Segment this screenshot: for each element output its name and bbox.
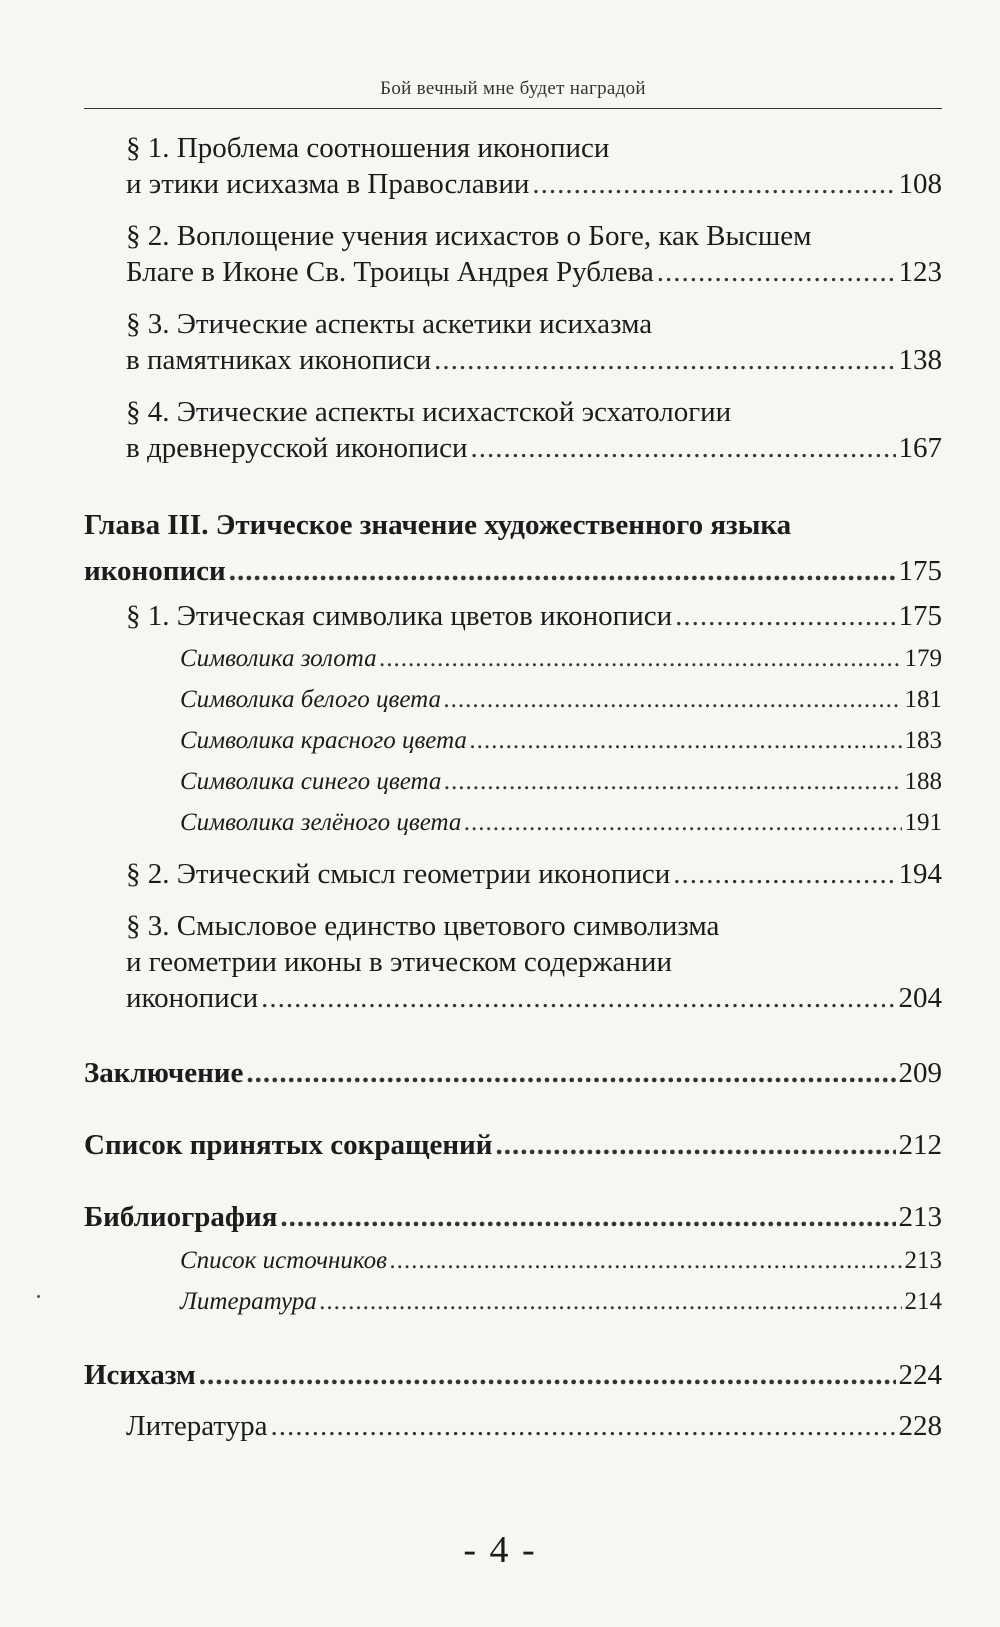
toc-page-number: 204: [898, 982, 942, 1014]
toc-entry-section-3[interactable]: [126, 306, 942, 378]
toc-entry-title: Литература: [126, 1410, 268, 1442]
toc-page-number: 108: [898, 168, 942, 200]
toc-subentry-title: Символика золота: [180, 645, 377, 672]
header-rule: [84, 108, 942, 109]
toc-entry-title-cont: в древнерусской иконописи: [126, 432, 468, 464]
leader-dots: [444, 685, 902, 715]
toc-page-number: 179: [904, 645, 942, 672]
toc-page-number: 183: [904, 727, 942, 754]
leader-dots: [673, 856, 895, 892]
toc-chapter-title: Заключение: [84, 1057, 244, 1089]
toc-entry-title-cont: и этики исихазма в Православии: [126, 168, 530, 200]
toc-page-number: 212: [898, 1129, 942, 1161]
leader-dots: [261, 980, 895, 1016]
toc-subentry-title: Символика красного цвета: [180, 727, 467, 754]
toc-page-number: 191: [904, 809, 942, 836]
leader-dots: [320, 1287, 902, 1317]
toc-entry-hesychasm[interactable]: [84, 1352, 942, 1398]
toc-entry-title-cont: Благе в Иконе Св. Троицы Андрея Рублева: [126, 256, 654, 288]
toc-subentry-title: Символика белого цвета: [180, 686, 441, 713]
toc-page-number: 181: [904, 686, 942, 713]
print-speck: [37, 1295, 40, 1298]
toc-page-number: 138: [898, 344, 942, 376]
leader-dots: [199, 1352, 896, 1398]
toc-page-number: 175: [898, 555, 942, 587]
toc-subentry-title: Список источников: [180, 1247, 388, 1274]
leader-dots: [470, 726, 902, 756]
toc-page-number: 213: [904, 1247, 942, 1274]
toc-subentry-blue[interactable]: [180, 767, 942, 797]
toc-page-number: 228: [898, 1410, 942, 1442]
leader-dots: [495, 1122, 895, 1168]
toc-entry-abbreviations[interactable]: [84, 1122, 942, 1168]
toc-page-number: 213: [898, 1201, 942, 1233]
toc-chapter-title: Библиография: [84, 1201, 278, 1233]
toc-entry-title: § 2. Этический смысл геометрии иконописи: [126, 858, 671, 890]
leader-dots: [444, 767, 901, 797]
leader-dots: [246, 1050, 895, 1096]
leader-dots: [434, 342, 895, 378]
toc-entry-title: § 3. Смысловое единство цветового символизма: [126, 910, 720, 942]
toc-page-number: 224: [898, 1359, 942, 1391]
toc-subentry-green[interactable]: [180, 808, 942, 838]
leader-dots: [464, 808, 901, 838]
toc-entry-section-colors[interactable]: [126, 598, 942, 634]
toc-subentry-sources[interactable]: [180, 1246, 942, 1276]
leader-dots: [390, 1246, 901, 1276]
toc-entry-title: § 3. Этические аспекты аскетики исихазма: [126, 308, 653, 340]
leader-dots: [471, 430, 896, 466]
toc-subentry-red[interactable]: [180, 726, 942, 756]
toc-entry-section-geometry[interactable]: [126, 856, 942, 892]
leader-dots: [271, 1408, 896, 1444]
toc-entry-title: § 2. Воплощение учения исихастов о Боге, как Высшем: [126, 220, 812, 252]
toc-subentry-title: Символика синего цвета: [180, 768, 442, 795]
leader-dots: [280, 1194, 895, 1240]
toc-chapter-title: Список принятых сокращений: [84, 1129, 493, 1161]
toc-chapter-title: Исихазм: [84, 1359, 196, 1391]
toc-subentry-gold[interactable]: [180, 644, 942, 674]
toc-entry-section-4[interactable]: [126, 394, 942, 466]
toc-entry-title: § 1. Этическая символика цветов иконописи: [126, 600, 673, 632]
leader-dots: [657, 254, 896, 290]
page-number: - 4 -: [463, 1529, 537, 1571]
toc-page-number: 214: [904, 1288, 942, 1315]
leader-dots: [229, 548, 896, 594]
toc-entry-chapter-3[interactable]: [84, 502, 942, 594]
toc-page-number: 209: [898, 1057, 942, 1089]
toc-entry-hesychasm-literature[interactable]: [126, 1408, 942, 1444]
toc-entry-section-unity[interactable]: [126, 908, 942, 1016]
toc-subentry-title: Символика зелёного цвета: [180, 809, 462, 836]
toc-entry-title: § 1. Проблема соотношения иконописи: [126, 132, 610, 164]
leader-dots: [675, 598, 895, 634]
toc-entry-title-cont: и геометрии иконы в этическом содержании: [126, 946, 672, 978]
toc-chapter-title-cont: иконописи: [84, 555, 226, 587]
toc-entry-title-cont: иконописи: [126, 982, 259, 1014]
toc-entry-title-cont: в памятниках иконописи: [126, 344, 432, 376]
toc-entry-section-1[interactable]: [126, 130, 942, 202]
toc-subentry-literature[interactable]: [180, 1287, 942, 1317]
toc-page-number: 194: [898, 858, 942, 890]
toc-page-number: 175: [898, 600, 942, 632]
toc-page-number: 167: [898, 432, 942, 464]
toc-entry-conclusion[interactable]: [84, 1050, 942, 1096]
toc-subentry-white[interactable]: [180, 685, 942, 715]
toc-entry-title: § 4. Этические аспекты исихастской эсхатологии: [126, 396, 732, 428]
running-head: Бой вечный мне будет наградой: [380, 78, 646, 99]
toc-page-number: 123: [898, 256, 942, 288]
leader-dots: [380, 644, 902, 674]
toc-entry-section-2[interactable]: [126, 218, 942, 290]
toc-chapter-title: Глава III. Этическое значение художественного языка: [84, 509, 792, 541]
toc-entry-bibliography[interactable]: [84, 1194, 942, 1240]
leader-dots: [532, 166, 895, 202]
toc-subentry-title: Литература: [180, 1288, 317, 1315]
toc-page-number: 188: [904, 768, 942, 795]
